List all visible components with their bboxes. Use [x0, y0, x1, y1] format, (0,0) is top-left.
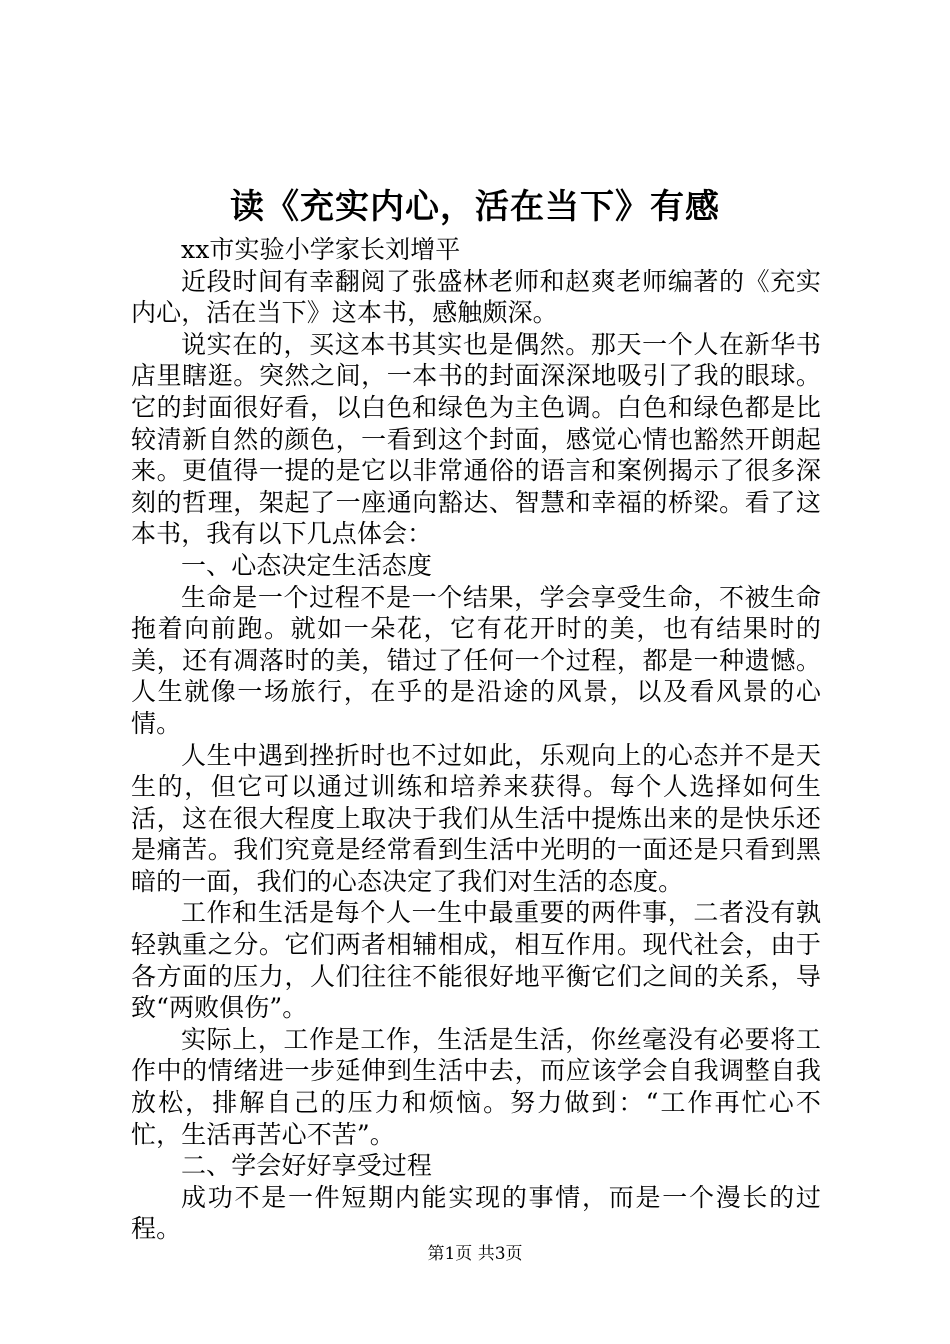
- section-heading-1: 一、心态决定生活态度: [181, 550, 433, 580]
- paragraph-setbacks: 人生中遇到挫折时也不过如此，乐观向上的心态并不是天生的，但它可以通过训练和培养来获得。每个人选择如何生活，这在很大程度上取决于我们从生活中提炼出来的是快乐还是痛苦。我们究竟是经常看到生活中光明的一面还是只看到黑暗的一面，我们的心态决定了我们对生活的态度。: [131, 740, 821, 896]
- paragraph-success: 成功不是一件短期内能实现的事情，而是一个漫长的过程。: [131, 1182, 821, 1244]
- document-title: 读《充实内心，活在当下》有感: [230, 187, 720, 227]
- document-body: [131, 234, 821, 1245]
- paragraph-intro: 近段时间有幸翻阅了张盛林老师和赵爽老师编著的《充实内心，活在当下》这本书，感触颇深。: [131, 266, 821, 328]
- author-line: xx市实验小学家长刘增平: [181, 235, 461, 264]
- paragraph-life-process: 生命是一个过程不是一个结果，学会享受生命，不被生命拖着向前跑。就如一朵花，它有花开时的美，也有结果时的美，还有凋落时的美，错过了任何一个过程，都是一种遗憾。人生就像一场旅行，在乎的是沿途的风景，以及看风景的心情。: [131, 582, 821, 738]
- page-number-footer: 第1页 共3页: [427, 1244, 523, 1264]
- paragraph-work-life: 工作和生活是每个人一生中最重要的两件事，二者没有孰轻孰重之分。它们两者相辅相成，相互作用。现代社会，由于各方面的压力，人们往往不能很好地平衡它们之间的关系，导致“两败俱伤”。: [131, 898, 821, 1023]
- paragraph-purchase: 说实在的，买这本书其实也是偶然。那天一个人在新华书店里瞎逛。突然之间，一本书的封面深深地吸引了我的眼球。它的封面很好看，以白色和绿色为主色调。白色和绿色都是比较清新自然的颜色，一看到这个封面，感觉心情也豁然开朗起来。更值得一提的是它以非常通俗的语言和案例揭示了很多深刻的哲理，架起了一座通向豁达、智慧和幸福的桥梁。看了这本书，我有以下几点体会：: [131, 329, 821, 549]
- section-heading-2: 二、学会好好享受过程: [181, 1151, 433, 1181]
- paragraph-separation: 实际上，工作是工作，生活是生活，你丝毫没有必要将工作中的情绪进一步延伸到生活中去，而应该学会自我调整自我放松，排解自己的压力和烦恼。努力做到：“工作再忙心不忙，生活再苦心不苦”。: [131, 1024, 821, 1149]
